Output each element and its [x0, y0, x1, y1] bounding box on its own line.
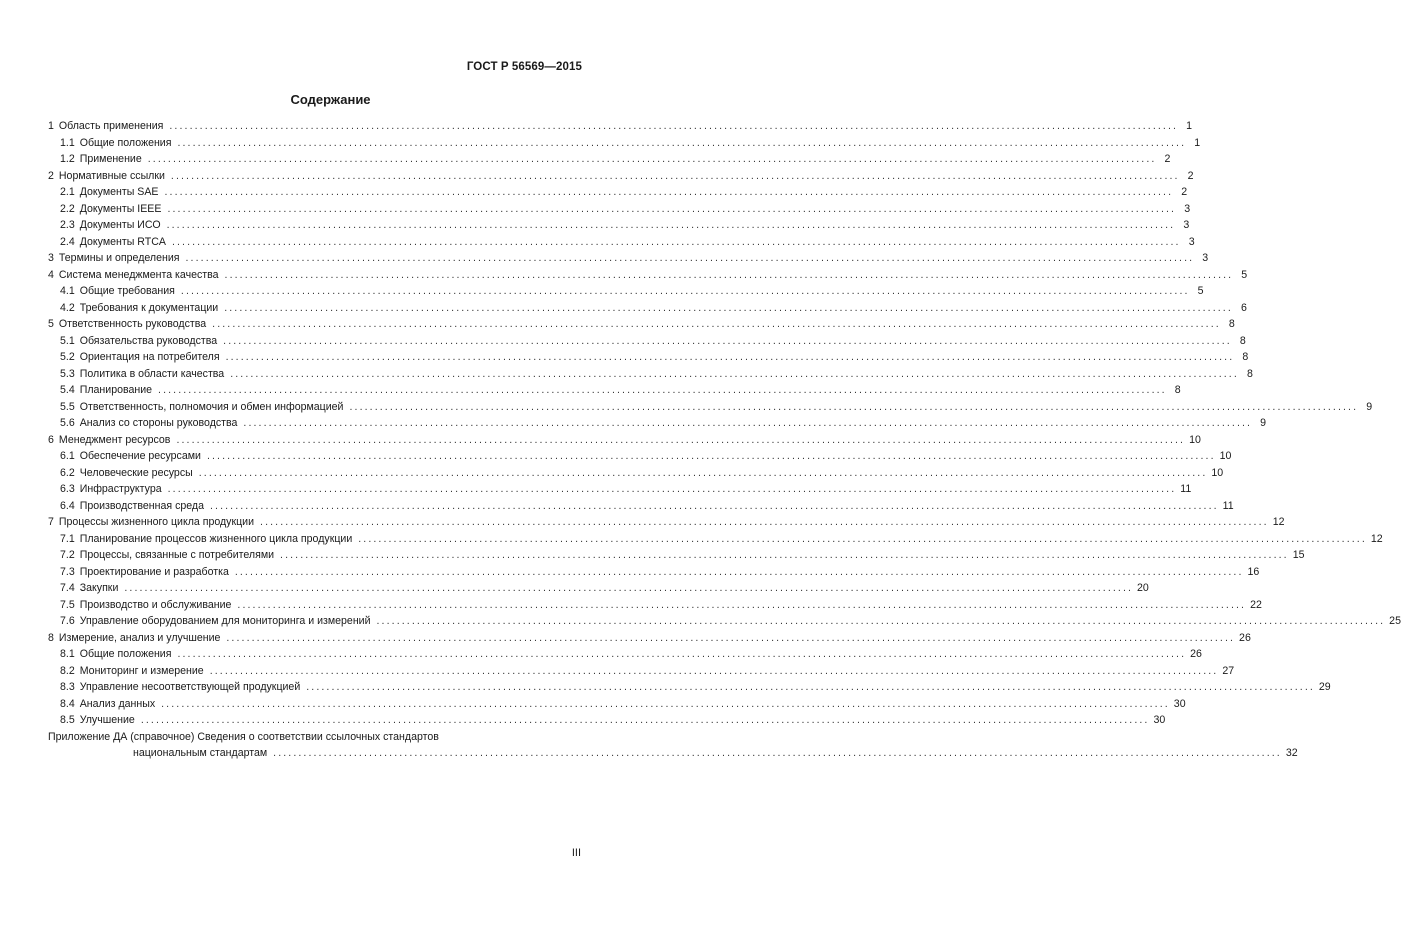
toc-entry-title: Процессы, связанные с потребителями: [79, 549, 275, 561]
toc-leader-dots: ........................................................................................................................................................................................................: [210, 499, 1219, 512]
toc-entry-number: 7: [48, 516, 54, 528]
toc-appendix-page: 32: [1285, 747, 1298, 759]
toc-entry[interactable]: [48, 580, 1149, 597]
toc-entry-number: 7.3: [60, 565, 75, 578]
toc-entry-number: 1.2: [60, 153, 75, 165]
toc-leader-dots: ........................................................................................................................................................................................................: [224, 268, 1234, 281]
table-of-contents: [48, 118, 1401, 762]
toc-leader-dots: ........................................................................................................................................................................................................: [273, 747, 1282, 759]
toc-entry[interactable]: [48, 630, 1251, 647]
toc-entry[interactable]: [48, 333, 1246, 350]
toc-entry-page: 5: [1197, 285, 1204, 297]
page-title: Содержание: [290, 92, 371, 107]
toc-leader-dots: ........................................................................................................................................................................................................: [167, 202, 1177, 215]
toc-entry-page: 3: [1202, 252, 1209, 264]
toc-leader-dots: ........................................................................................................................................................................................................: [180, 285, 1190, 297]
toc-entry-title: Планирование процессов жизненного цикла продукции: [79, 532, 353, 545]
toc-entry-title: Применение: [79, 153, 142, 165]
toc-entry-page: 5: [1241, 268, 1248, 281]
toc-entry-page: 2: [1164, 153, 1171, 165]
toc-entry-page: 30: [1173, 697, 1186, 710]
toc-entry-title: Общие положения: [79, 136, 172, 149]
toc-entry-title: Ответственность, полномочия и обмен информацией: [79, 400, 344, 413]
toc-entry-number: 5.4: [60, 384, 75, 396]
toc-entry-number: 8.5: [60, 714, 75, 726]
toc-entry-page: 6: [1240, 301, 1247, 314]
toc-entry-title: Улучшение: [79, 714, 135, 726]
toc-entry[interactable]: [48, 415, 1267, 432]
toc-entry-page: 11: [1222, 499, 1234, 512]
toc-entry-title: Управление несоответствующей продукцией: [79, 681, 301, 693]
toc-entry-page: 25: [1389, 615, 1401, 627]
toc-entry-page: 8: [1246, 367, 1253, 380]
toc-entry[interactable]: [48, 646, 1202, 663]
toc-entry[interactable]: [48, 366, 1253, 383]
toc-leader-dots: ........................................................................................................................................................................................................: [224, 301, 1233, 314]
toc-entry-number: 5.5: [60, 400, 75, 413]
toc-entry-title: Политика в области качества: [79, 367, 225, 380]
toc-entry-number: 5.3: [60, 367, 75, 380]
toc-entry-title: Проектирование и разработка: [79, 565, 229, 578]
toc-entry-page: 9: [1260, 417, 1267, 429]
toc-entry[interactable]: [48, 151, 1171, 168]
toc-entry[interactable]: [48, 564, 1260, 581]
toc-entry-title: Обязательства руководства: [79, 334, 218, 347]
toc-leader-dots: ........................................................................................................................................................................................................: [169, 120, 1179, 132]
toc-leader-dots: ........................................................................................................................................................................................................: [161, 697, 1170, 710]
toc-entry-page: 15: [1292, 549, 1305, 561]
toc-leader-dots: ........................................................................................................................................................................................................: [209, 664, 1219, 677]
toc-entry-page: 11: [1180, 483, 1192, 495]
toc-entry-number: 8: [48, 631, 54, 644]
toc-entry[interactable]: [48, 465, 1224, 482]
toc-entry[interactable]: [48, 118, 1193, 135]
toc-entry[interactable]: [48, 283, 1204, 300]
toc-entry-title: Обеспечение ресурсами: [79, 450, 201, 462]
toc-leader-dots: ........................................................................................................................................................................................................: [140, 714, 1150, 726]
toc-leader-dots: ........................................................................................................................................................................................................: [158, 384, 1167, 396]
toc-entry-title: Планирование: [79, 384, 153, 396]
toc-entry[interactable]: [48, 267, 1248, 284]
toc-entry-title: Область применения: [58, 120, 164, 132]
toc-entry-number: 3: [48, 252, 54, 264]
toc-entry-page: 3: [1188, 235, 1195, 248]
toc-leader-dots: ........................................................................................................................................................................................................: [306, 681, 1315, 693]
toc-leader-dots: ........................................................................................................................................................................................................: [185, 252, 1195, 264]
toc-leader-dots: ........................................................................................................................................................................................................: [243, 417, 1253, 429]
toc-leader-dots: ........................................................................................................................................................................................................: [177, 648, 1187, 660]
toc-leader-dots: ........................................................................................................................................................................................................: [223, 334, 1232, 347]
toc-entry-title: Нормативные ссылки: [58, 169, 165, 182]
toc-leader-dots: ........................................................................................................................................................................................................: [171, 235, 1181, 248]
toc-entry-page: 9: [1366, 400, 1373, 413]
toc-entry[interactable]: [48, 663, 1235, 680]
toc-entry-page: 1: [1194, 136, 1201, 149]
toc-entry[interactable]: [48, 481, 1192, 498]
toc-entry-number: 4: [48, 268, 54, 281]
toc-leader-dots: ........................................................................................................................................................................................................: [212, 318, 1221, 330]
toc-entry-title: Документы SAE: [79, 186, 159, 198]
toc-entry-page: 26: [1239, 631, 1251, 644]
toc-entry[interactable]: [48, 498, 1234, 515]
toc-leader-dots: ........................................................................................................................................................................................................: [230, 367, 1239, 380]
toc-leader-dots: ........................................................................................................................................................................................................: [358, 532, 1367, 545]
toc-entry-title: Инфраструктура: [79, 483, 162, 495]
toc-entry[interactable]: [48, 250, 1209, 267]
toc-entry[interactable]: [48, 349, 1249, 366]
toc-entry[interactable]: [48, 514, 1285, 531]
toc-entry-page: 30: [1153, 714, 1166, 726]
toc-leader-dots: ........................................................................................................................................................................................................: [170, 169, 1180, 182]
toc-entry-title: Система менеджмента качества: [58, 268, 219, 281]
toc-entry[interactable]: [48, 432, 1201, 449]
toc-entry-page: 12: [1272, 516, 1285, 528]
toc-entry-number: 7.2: [60, 549, 75, 561]
toc-entry-title: Общие требования: [79, 285, 175, 297]
toc-entry-number: 5: [48, 318, 54, 330]
toc-entry-title: Управление оборудованием для мониторинга и измерений: [79, 615, 371, 627]
toc-leader-dots: ........................................................................................................................................................................................................: [167, 483, 1177, 495]
toc-entry[interactable]: [48, 201, 1191, 218]
toc-entry[interactable]: [48, 300, 1247, 317]
toc-entry-page: 22: [1250, 598, 1262, 611]
toc-entry-title: Производство и обслуживание: [79, 598, 232, 611]
toc-leader-dots: ........................................................................................................................................................................................................: [198, 466, 1208, 479]
toc-entry-number: 2.1: [60, 186, 75, 198]
toc-leader-dots: ........................................................................................................................................................................................................: [234, 565, 1244, 578]
toc-entry-number: 7.5: [60, 598, 75, 611]
toc-entry-page: 20: [1137, 582, 1149, 594]
toc-entry-number: 2.3: [60, 219, 75, 231]
toc-entry[interactable]: [48, 696, 1186, 713]
toc-entry[interactable]: [48, 597, 1262, 614]
toc-entry-title: Измерение, анализ и улучшение: [58, 631, 221, 644]
toc-entry[interactable]: [48, 547, 1305, 564]
toc-entry-number: 2: [48, 169, 54, 182]
toc-entry-number: 5.6: [60, 417, 75, 429]
toc-leader-dots: ........................................................................................................................................................................................................: [147, 153, 1157, 165]
toc-leader-dots: ........................................................................................................................................................................................................: [166, 219, 1176, 231]
toc-leader-dots: ........................................................................................................................................................................................................: [177, 136, 1187, 149]
toc-entry-title: Документы IEEE: [79, 202, 162, 215]
toc-entry[interactable]: [48, 399, 1373, 416]
toc-entry-number: 5.1: [60, 334, 75, 347]
toc-entry-page: 1: [1186, 120, 1193, 132]
toc-entry-page: 10: [1211, 466, 1224, 479]
toc-leader-dots: ........................................................................................................................................................................................................: [349, 400, 1359, 413]
toc-entry-page: 12: [1370, 532, 1383, 545]
toc-entry[interactable]: [48, 382, 1181, 399]
toc-entry-title: Процессы жизненного цикла продукции: [58, 516, 255, 528]
toc-entry-title: Ориентация на потребителя: [79, 351, 220, 363]
toc-entry-page: 3: [1183, 219, 1190, 231]
toc-entry[interactable]: [48, 712, 1166, 729]
toc-entry-number: 8.4: [60, 697, 75, 710]
toc-entry-title: Анализ данных: [79, 697, 156, 710]
toc-entry-title: Документы ИСО: [79, 219, 161, 231]
toc-entry[interactable]: [48, 168, 1194, 185]
toc-entry-number: 6: [48, 433, 54, 446]
toc-entry[interactable]: [48, 135, 1201, 152]
toc-entry-title: Ответственность руководства: [58, 318, 207, 330]
toc-leader-dots: ........................................................................................................................................................................................................: [280, 549, 1289, 561]
toc-entry-number: 6.3: [60, 483, 75, 495]
toc-entry-page: 3: [1184, 202, 1191, 215]
toc-appendix-line2: национальным стандартам: [133, 747, 268, 759]
toc-entry-page: 8: [1174, 384, 1181, 396]
toc-entry-number: 1: [48, 120, 54, 132]
toc-entry[interactable]: [48, 613, 1401, 630]
toc-entry[interactable]: [48, 679, 1331, 696]
toc-leader-dots: ........................................................................................................................................................................................................: [260, 516, 1269, 528]
toc-entry[interactable]: [48, 234, 1195, 251]
toc-entry-title: Анализ со стороны руководства: [79, 417, 238, 429]
toc-entry-page: 10: [1219, 450, 1232, 462]
toc-entry-title: Документы RTCA: [79, 235, 166, 248]
toc-entry[interactable]: [48, 316, 1235, 333]
toc-leader-dots: ........................................................................................................................................................................................................: [226, 631, 1236, 644]
toc-leader-dots: ........................................................................................................................................................................................................: [225, 351, 1235, 363]
toc-entry-number: 8.2: [60, 664, 75, 677]
toc-leader-dots: ........................................................................................................................................................................................................: [164, 186, 1174, 198]
toc-entry-number: 5.2: [60, 351, 75, 363]
toc-entry-title: Менеджмент ресурсов: [58, 433, 171, 446]
toc-leader-dots: ........................................................................................................................................................................................................: [124, 582, 1134, 594]
toc-entry-number: 2.4: [60, 235, 75, 248]
toc-entry-title: Мониторинг и измерение: [79, 664, 204, 677]
toc-entry-title: Общие положения: [79, 648, 172, 660]
toc-entry-number: 7.6: [60, 615, 75, 627]
toc-entry[interactable]: [48, 448, 1232, 465]
toc-entry-number: 7.4: [60, 582, 75, 594]
toc-leader-dots: ........................................................................................................................................................................................................: [206, 450, 1216, 462]
toc-leader-dots: ........................................................................................................................................................................................................: [376, 615, 1386, 627]
toc-entry-page: 2: [1187, 169, 1194, 182]
toc-entry[interactable]: [48, 184, 1188, 201]
toc-leader-dots: ........................................................................................................................................................................................................: [176, 433, 1186, 446]
toc-entry-title: Производственная среда: [79, 499, 204, 512]
toc-appendix-entry[interactable]: [48, 729, 1298, 762]
toc-entry-number: 8.1: [60, 648, 75, 660]
toc-entry-page: 2: [1181, 186, 1188, 198]
toc-entry-page: 27: [1222, 664, 1235, 677]
toc-entry-title: Термины и определения: [58, 252, 180, 264]
toc-entry-page: 8: [1228, 318, 1235, 330]
toc-entry-number: 6.4: [60, 499, 75, 512]
toc-entry-page: 8: [1242, 351, 1249, 363]
toc-entry-page: 10: [1189, 433, 1201, 446]
toc-entry-page: 29: [1318, 681, 1331, 693]
toc-entry-number: 2.2: [60, 202, 75, 215]
toc-entry-page: 8: [1239, 334, 1246, 347]
toc-entry-number: 6.1: [60, 450, 75, 462]
page-number: III: [571, 847, 581, 859]
toc-entry-number: 6.2: [60, 466, 75, 479]
document-code: ГОСТ Р 56569—2015: [466, 61, 582, 73]
toc-entry-number: 7.1: [60, 532, 75, 545]
toc-entry-page: 26: [1190, 648, 1202, 660]
toc-entry-title: Требования к документации: [79, 301, 219, 314]
toc-entry-title: Закупки: [79, 582, 119, 594]
toc-entry-number: 8.3: [60, 681, 75, 693]
toc-entry-number: 4.2: [60, 301, 75, 314]
toc-entry-number: 4.1: [60, 285, 75, 297]
toc-leader-dots: ........................................................................................................................................................................................................: [237, 598, 1247, 611]
toc-entry-page: 16: [1247, 565, 1260, 578]
toc-entry-number: 1.1: [60, 136, 75, 149]
toc-entry-title: Человеческие ресурсы: [79, 466, 193, 479]
toc-entry[interactable]: [48, 531, 1383, 548]
toc-entry[interactable]: [48, 217, 1190, 234]
toc-appendix-line1: Приложение ДА (справочное) Сведения о соответствии ссылочных стандартов: [48, 730, 439, 743]
